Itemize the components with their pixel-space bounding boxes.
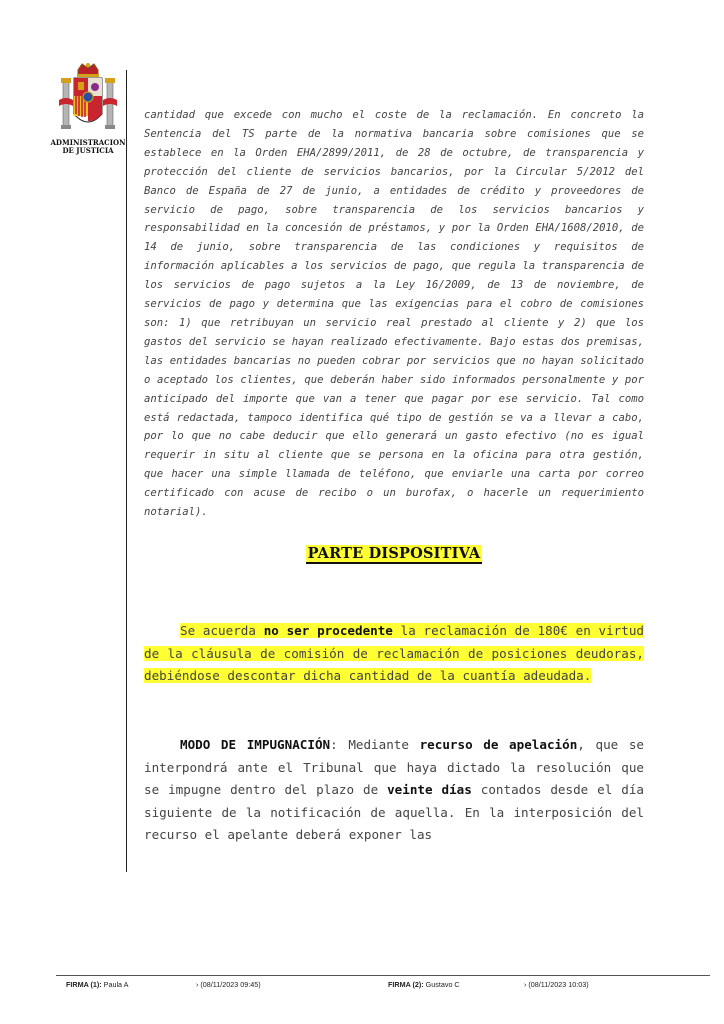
- impugnacion-paragraph: MODO DE IMPUGNACIÓN: Mediante recurso de apelación, que se interpondrá ante el Tribunal que haya dictado la resolución que se impugne dentro del plazo de veinte días contados desde el día siguiente de la notificación de aquella. En la interposición del recurso el apelante deberá exponer las: [144, 737, 645, 843]
- dispositiva-paragraph: Se acuerda no ser procedente la reclamación de 180€ en virtud de la cláusula de comisión de reclamación de posiciones deudoras, debiéndose descontar dicha cantidad de la cuantía adeudada.: [144, 623, 644, 684]
- fundamentos-paragraph: cantidad que excede con mucho el coste de la reclamación. En concreto la Sentencia del TS parte de la normativa bancaria sobre comisiones que se establece en la Orden EHA/2899/2011, de 28 de octubre, de transparencia y protección del cliente de servicios bancarios, por la Circular 5/2012 del Banco de España de 27 de junio, a entidades de crédito y proveedores de servicio de pago, sobre transparencia de los servicios bancarios y responsabilidad en la concesión de préstamos, y por la Orden EHA/1608/2010, de 14 de junio, sobre transparencia de las condiciones y requisitos de información aplicables a los servicios de pago, que regula la transparencia de los servicios de pago sujetos a la Ley 16/2009, de 13 de noviembre, de servicios de pago y determina que las exigencias para el cobro de comisiones son: 1) que retribuyan un servicio real prestado al cliente y 2) que los gastos del servicio se hayan realizado efectivamente. Bajo estas dos premisas, las entidades bancarias no pueden cobrar por servicios que no hayan solicitado o aceptado los clientes, que deberán haber sido informados personalmente y por anticipado del importe que van a tener que pagar por ese servicio. Tal como está redactada, tampoco identifica qué tipo de gestión se va a llevar a cabo, por lo que no cabe deducir que ello generará un gasto efectivo (no es igual requerir in situ al cliente que se persona en la oficina para otra gestión, que hacer una simple llamada de teléfono, que enviarle una carta por correo certificado con acuse de recibo o un burofax, o hacerle un requerimiento notarial).: [144, 109, 644, 519]
- section-heading: PARTE DISPOSITIVA: [307, 545, 481, 562]
- signature-1-date: › (08/11/2023 09:45): [196, 980, 261, 989]
- margin-rule: [126, 70, 127, 872]
- footer-divider: [56, 975, 710, 976]
- coat-of-arms-icon: [59, 62, 117, 138]
- signature-2-date: › (08/11/2023 10:03): [524, 980, 589, 989]
- justice-logo: [50, 62, 126, 166]
- logo-text: ADMINISTRACION DE JUSTICIA: [50, 138, 126, 155]
- signature-1: FIRMA (1): Paula A: [66, 980, 129, 989]
- signature-2: FIRMA (2): Gustavo C: [388, 980, 460, 989]
